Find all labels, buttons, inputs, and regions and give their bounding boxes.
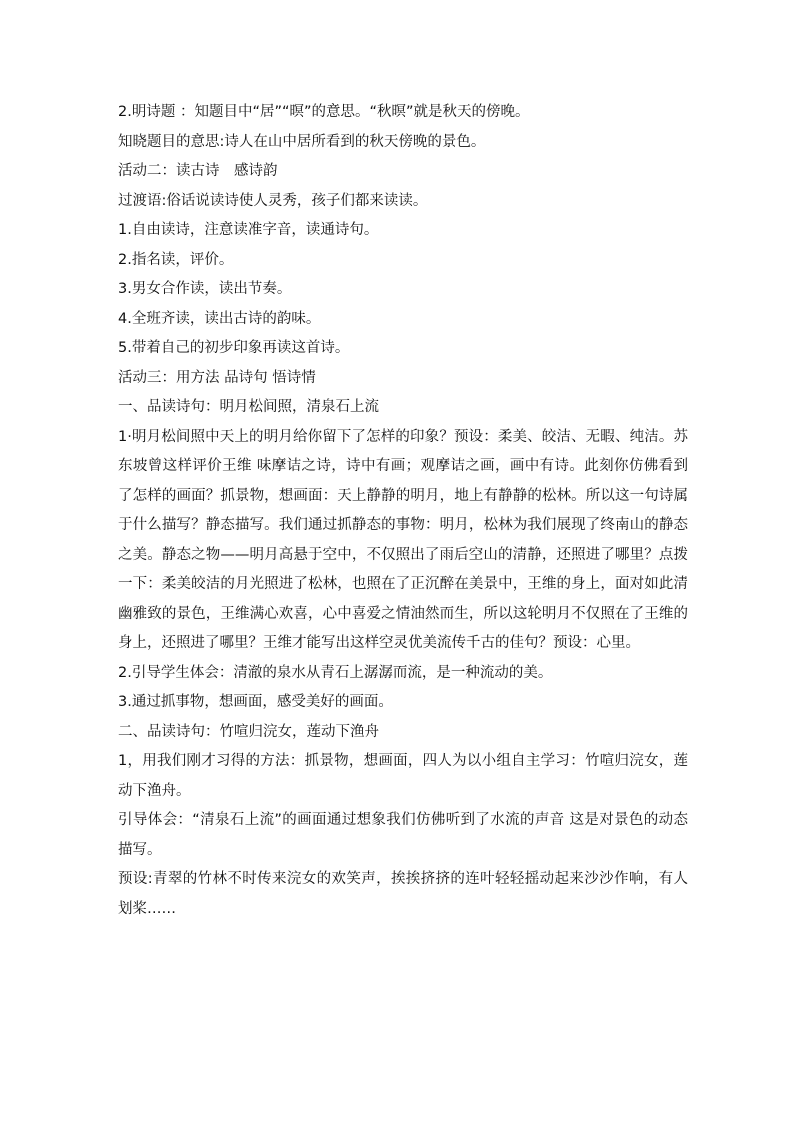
activity-two-heading: 活动二：读古诗 感诗韵 bbox=[118, 163, 278, 179]
paragraph-transition: 过渡语:俗话说读诗使人灵秀，孩子们都来读读。 bbox=[118, 192, 428, 209]
list-item-free-reading: 1.自由读诗，注意读准字音，读通诗句。 bbox=[118, 222, 379, 238]
paragraph-scene-imagining: 3.通过抓事物，想画面，感受美好的画面。 bbox=[118, 694, 393, 710]
list-item-named-reading: 2.指名读，评价。 bbox=[118, 251, 234, 268]
activity-three-heading: 活动三：用方法 品诗句 悟诗情 bbox=[118, 369, 316, 386]
paragraph-title-explanation: 2.明诗题 ：知题目中“居”“暝”的意思。“秋暝”就是秋天的傍晚。 bbox=[118, 104, 530, 120]
list-item-pair-reading: 3.男女合作读，读出节奏。 bbox=[118, 281, 292, 297]
section-one-heading: 一、品读诗句：明月松间照，清泉石上流 bbox=[118, 399, 379, 415]
section-two-heading: 二、品读诗句：竹喧归浣女，莲动下渔舟 bbox=[118, 723, 379, 740]
list-item-class-reading: 4.全班齐读，读出古诗的韵味。 bbox=[118, 310, 321, 327]
paragraph-spring-guidance: 2.引导学生体会：清澈的泉水从青石上潺潺而流，是一种流动的美。 bbox=[118, 664, 553, 681]
document-body bbox=[118, 98, 688, 924]
list-item-reread: 5.带着自己的初步印象再读这首诗。 bbox=[118, 340, 350, 356]
paragraph-moonlight-analysis: 1·明月松间照中天上的明月给你留下了怎样的印象？预设：柔美、皎洁、无暇、纯洁。苏东坡曾这样评价王维 味摩诘之诗，诗中有画；观摩诘之画，画中有诗。此刻你仿佛看到了怎样的画面？抓景物，想画面：天上静静的明月，地上有静静的松林。所以这一句诗属于什么描写？静态描写。我们通过抓静态的事物：明月，松林为我们展现了终南山的静态之美。静态之物——明月高悬于空中，不仅照出了雨后空山的清静，还照进了哪里？点拨一下：柔美皎洁的月光照进了松林，也照在了正沉醉在美景中，王维的身上，面对如此清幽雅致的景色，王维满心欢喜，心中喜爱之情油然而生，所以这轮明月不仅照在了王维的身上，还照进了哪里？王维才能写出这样空灵优美流传千古的佳句？预设：心里。 bbox=[118, 428, 688, 651]
paragraph-guided-experience: 引导体会：“清泉石上流”的画面通过想象我们仿佛听到了水流的声音 这是对景色的动态描写。 bbox=[118, 812, 688, 858]
paragraph-title-meaning: 知晓题目的意思:诗人在山中居所看到的秋天傍晚的景色。 bbox=[118, 133, 486, 150]
paragraph-group-study: 1，用我们刚才习得的方法：抓景物，想画面，四人为以小组自主学习：竹喧归浣女，莲动下渔舟。 bbox=[118, 753, 688, 799]
paragraph-preset-answer: 预设:青翠的竹林不时传来浣女的欢笑声，挨挨挤挤的连叶轻轻摇动起来沙沙作响，有人划桨…… bbox=[118, 871, 688, 917]
